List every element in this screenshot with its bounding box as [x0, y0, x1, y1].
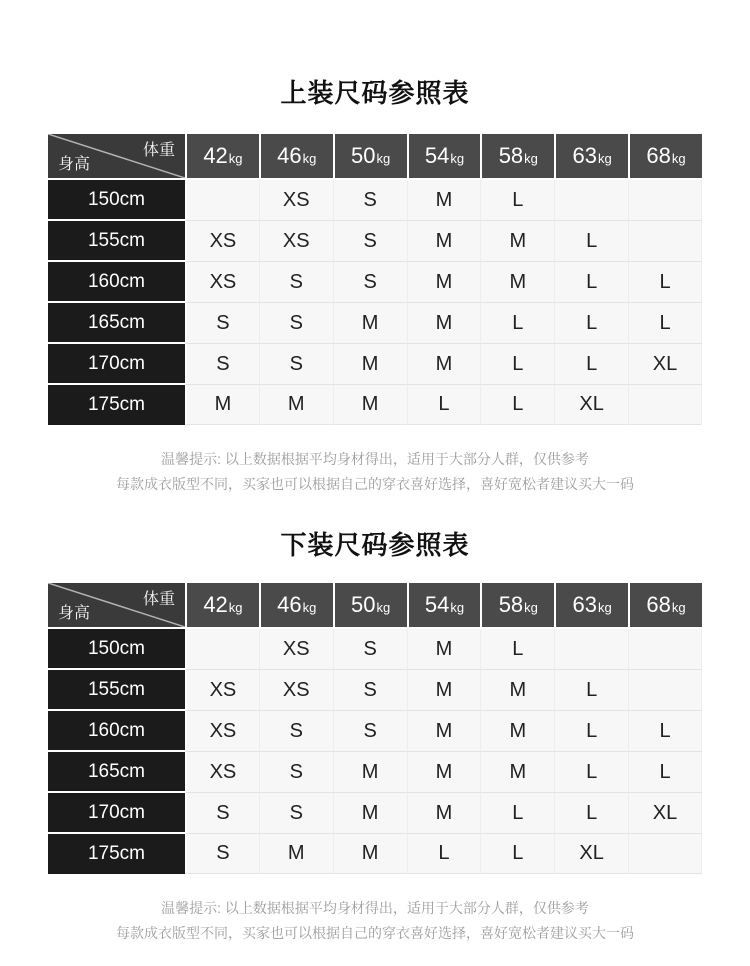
size-cell: M: [480, 262, 554, 303]
size-cell: S: [333, 262, 407, 303]
weight-value: 54: [424, 143, 450, 168]
weight-header-58kg: [480, 134, 554, 180]
weight-header-68kg: [628, 134, 702, 180]
size-cell: XS: [259, 629, 333, 670]
note-line-2: 每款成衣版型不同，买家也可以根据自己的穿衣喜好选择，喜好宽松者建议买大一码: [116, 925, 634, 941]
weight-axis-label: 体重: [142, 142, 175, 159]
weight-unit-label: kg: [228, 600, 243, 615]
size-cell: S: [185, 344, 259, 385]
size-cell: L: [554, 752, 628, 793]
height-header-165cm: 165cm: [48, 303, 185, 344]
weight-header-46kg: [259, 583, 333, 629]
size-cell: XS: [185, 221, 259, 262]
weight-header-54kg: [407, 134, 481, 180]
size-cell: L: [628, 303, 702, 344]
weight-value: 63: [572, 143, 598, 168]
bottom-note: [0, 896, 750, 946]
weight-header-50kg: [333, 134, 407, 180]
table-row: [48, 344, 702, 385]
table-row: [48, 834, 702, 874]
size-cell: M: [480, 711, 554, 752]
size-cell: M: [407, 344, 481, 385]
size-cell: M: [407, 180, 481, 221]
size-cell: [628, 180, 702, 221]
table-row: [48, 629, 702, 670]
size-cell: M: [333, 834, 407, 874]
size-cell: L: [554, 793, 628, 834]
size-cell: XS: [185, 711, 259, 752]
height-header-150cm: 150cm: [48, 629, 185, 670]
size-cell: M: [407, 670, 481, 711]
size-cell: M: [480, 670, 554, 711]
weight-value: 46: [277, 592, 302, 617]
note-line-1: 温馨提示: 以上数据根据平均身材得出，适用于大部分人群，仅供参考: [161, 900, 589, 916]
height-header-160cm: 160cm: [48, 711, 185, 752]
size-cell: L: [554, 711, 628, 752]
weight-value: 50: [351, 592, 376, 617]
size-cell: S: [333, 629, 407, 670]
corner-cell: [48, 583, 185, 629]
weight-value: 46: [277, 143, 302, 168]
size-cell: XS: [185, 670, 259, 711]
size-cell: L: [480, 834, 554, 874]
weight-header-58kg: [480, 583, 554, 629]
size-cell: L: [480, 180, 554, 221]
size-cell: S: [333, 180, 407, 221]
size-cell: L: [554, 670, 628, 711]
size-cell: M: [407, 793, 481, 834]
height-axis-label: 身高: [58, 605, 91, 622]
weight-value: 42: [203, 592, 228, 617]
table-row: [48, 711, 702, 752]
height-header-150cm: 150cm: [48, 180, 185, 221]
weight-unit-label: kg: [302, 600, 317, 615]
weight-header-63kg: [554, 134, 628, 180]
size-cell: M: [333, 344, 407, 385]
size-cell: M: [407, 221, 481, 262]
size-cell: M: [480, 221, 554, 262]
top-size-table: [48, 134, 702, 425]
table-row: [48, 303, 702, 344]
size-cell: S: [259, 752, 333, 793]
size-cell: M: [333, 752, 407, 793]
size-cell: M: [185, 385, 259, 425]
weight-header-63kg: [554, 583, 628, 629]
height-header-155cm: 155cm: [48, 670, 185, 711]
weight-unit-label: kg: [450, 600, 465, 615]
size-cell: [554, 629, 628, 670]
table-row: [48, 262, 702, 303]
size-cell: M: [407, 629, 481, 670]
size-cell: XS: [185, 262, 259, 303]
weight-value: 58: [498, 143, 524, 168]
weight-unit-label: kg: [302, 151, 317, 166]
table-row: [48, 180, 702, 221]
weight-value: 54: [424, 592, 450, 617]
size-cell: M: [259, 385, 333, 425]
size-cell: S: [185, 793, 259, 834]
size-cell: S: [259, 262, 333, 303]
size-cell: S: [185, 303, 259, 344]
weight-axis-label: 体重: [142, 591, 175, 608]
weight-unit-label: kg: [524, 600, 538, 615]
size-cell: M: [333, 303, 407, 344]
size-cell: [628, 221, 702, 262]
weight-header-42kg: [185, 583, 259, 629]
height-header-160cm: 160cm: [48, 262, 185, 303]
size-cell: L: [480, 344, 554, 385]
size-cell: XS: [259, 670, 333, 711]
top-note: [0, 447, 750, 497]
weight-unit-label: kg: [598, 600, 612, 615]
note-line-2: 每款成衣版型不同，买家也可以根据自己的穿衣喜好选择，喜好宽松者建议买大一码: [116, 476, 634, 492]
weight-value: 68: [646, 143, 671, 168]
weight-header-50kg: [333, 583, 407, 629]
height-header-175cm: 175cm: [48, 834, 185, 874]
size-cell: [185, 180, 259, 221]
size-cell: S: [259, 303, 333, 344]
table-row: [48, 385, 702, 425]
size-cell: L: [407, 385, 481, 425]
size-cell: S: [259, 344, 333, 385]
size-cell: M: [407, 752, 481, 793]
size-cell: [554, 180, 628, 221]
height-axis-label: 身高: [58, 156, 91, 173]
height-header-165cm: 165cm: [48, 752, 185, 793]
table-row: [48, 221, 702, 262]
size-cell: L: [480, 793, 554, 834]
weight-unit-label: kg: [524, 151, 538, 166]
size-cell: XL: [554, 834, 628, 874]
size-cell: L: [480, 303, 554, 344]
height-header-170cm: 170cm: [48, 344, 185, 385]
size-cell: M: [407, 262, 481, 303]
size-cell: [628, 629, 702, 670]
corner-cell: [48, 134, 185, 180]
size-cell: XL: [628, 344, 702, 385]
weight-unit-label: kg: [450, 151, 465, 166]
size-cell: M: [333, 385, 407, 425]
size-cell: L: [480, 385, 554, 425]
size-cell: M: [407, 303, 481, 344]
size-cell: S: [259, 711, 333, 752]
size-cell: M: [259, 834, 333, 874]
weight-value: 42: [203, 143, 228, 168]
size-cell: L: [628, 752, 702, 793]
size-cell: L: [480, 629, 554, 670]
weight-header-42kg: [185, 134, 259, 180]
height-header-155cm: 155cm: [48, 221, 185, 262]
weight-value: 50: [351, 143, 376, 168]
size-cell: S: [333, 670, 407, 711]
size-cell: L: [554, 221, 628, 262]
size-cell: L: [554, 262, 628, 303]
weight-value: 58: [498, 592, 524, 617]
weight-unit-label: kg: [671, 600, 686, 615]
weight-unit-label: kg: [598, 151, 612, 166]
size-cell: M: [407, 711, 481, 752]
size-cell: M: [333, 793, 407, 834]
weight-value: 63: [572, 592, 598, 617]
size-cell: L: [407, 834, 481, 874]
weight-value: 68: [646, 592, 671, 617]
size-cell: [628, 385, 702, 425]
size-cell: [185, 629, 259, 670]
size-cell: XS: [259, 180, 333, 221]
weight-unit-label: kg: [376, 151, 391, 166]
weight-unit-label: kg: [671, 151, 686, 166]
size-cell: S: [185, 834, 259, 874]
top-table-title: 上装尺码参照表: [280, 78, 470, 108]
table-row: [48, 752, 702, 793]
size-cell: [628, 834, 702, 874]
size-cell: M: [480, 752, 554, 793]
size-cell: S: [333, 221, 407, 262]
size-cell: [628, 670, 702, 711]
size-cell: L: [554, 344, 628, 385]
size-cell: XL: [554, 385, 628, 425]
weight-unit-label: kg: [228, 151, 243, 166]
height-header-170cm: 170cm: [48, 793, 185, 834]
weight-header-46kg: [259, 134, 333, 180]
size-cell: L: [628, 711, 702, 752]
height-header-175cm: 175cm: [48, 385, 185, 425]
size-cell: L: [628, 262, 702, 303]
size-cell: S: [259, 793, 333, 834]
weight-header-68kg: [628, 583, 702, 629]
table-row: [48, 670, 702, 711]
weight-header-54kg: [407, 583, 481, 629]
size-cell: L: [554, 303, 628, 344]
note-line-1: 温馨提示: 以上数据根据平均身材得出，适用于大部分人群，仅供参考: [161, 451, 589, 467]
size-cell: XL: [628, 793, 702, 834]
bottom-size-table: [48, 583, 702, 874]
size-cell: XS: [259, 221, 333, 262]
weight-unit-label: kg: [376, 600, 391, 615]
table-row: [48, 793, 702, 834]
size-cell: S: [333, 711, 407, 752]
bottom-size-section: [0, 497, 750, 946]
size-cell: XS: [185, 752, 259, 793]
bottom-table-title: 下装尺码参照表: [280, 530, 470, 560]
